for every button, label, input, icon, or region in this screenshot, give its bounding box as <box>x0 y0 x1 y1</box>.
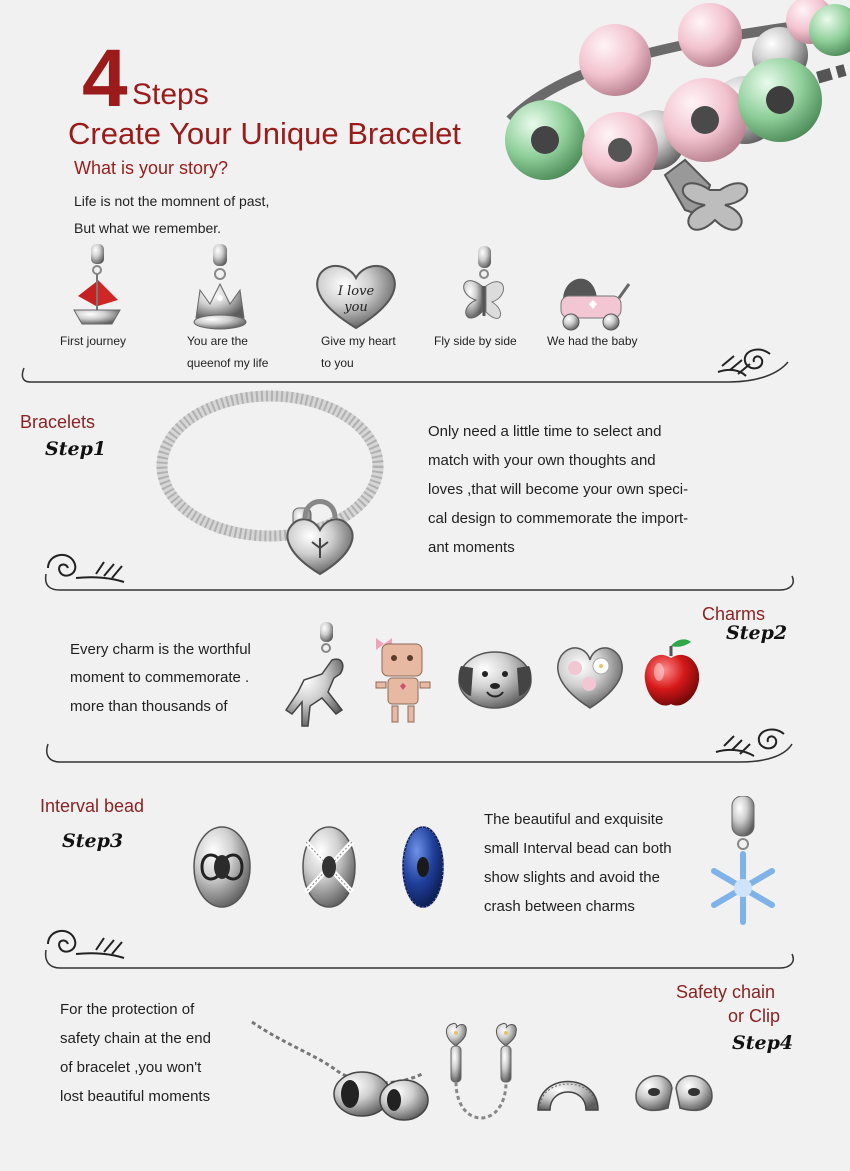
divider-swirl-1 <box>18 340 798 386</box>
divider-swirl-2 <box>40 548 800 596</box>
safety-chain-beads-image <box>244 1014 430 1126</box>
first-journey-charm-image <box>70 244 125 332</box>
step1-label: Step1 <box>45 438 107 460</box>
divider-swirl-4 <box>40 924 800 972</box>
red-apple-charm-image <box>641 636 705 714</box>
baby-label: We had the baby <box>547 334 638 348</box>
queen-label-line1: You are the <box>187 334 248 348</box>
page-title: Create Your Unique Bracelet <box>68 116 461 151</box>
love-heart-engraving-1: I love <box>337 284 375 299</box>
infinity-bead-image <box>190 822 254 912</box>
step3-label: Step3 <box>62 830 124 852</box>
heart-safety-chain-image <box>440 1020 524 1154</box>
step1-text-4: cal design to commemorate the import- <box>428 510 689 527</box>
step2-text-1: Every charm is the worthful <box>70 641 251 658</box>
love-heart-charm-image <box>310 262 402 332</box>
heart-label-line2: to you <box>321 356 354 370</box>
step4-title-line2: or Clip <box>728 1006 781 1026</box>
puppy-charm-image <box>455 648 535 712</box>
hero-bracelet-image <box>490 0 850 245</box>
queen-crown-charm-image <box>190 244 250 332</box>
flower-heart-charm-image <box>553 644 627 710</box>
step1-text-2: match with your own thoughts and <box>428 452 656 469</box>
step3-text-3: show slights and avoid the <box>484 869 660 886</box>
silver-clip-image <box>628 1064 720 1120</box>
step1-text-1: Only need a little time to select and <box>428 423 662 440</box>
horse-charm-image <box>282 622 362 730</box>
step3-text-1: The beautiful and exquisite <box>484 811 664 828</box>
step3-title: Interval bead <box>40 796 145 816</box>
butterfly-charm-image <box>452 246 512 332</box>
blue-pave-bead-image <box>400 822 446 912</box>
step4-text-2: safety chain at the end <box>60 1030 211 1047</box>
queen-label-line2: queenof my life <box>187 356 269 370</box>
robot-girl-charm-image <box>372 634 434 726</box>
step4-text-4: lost beautiful moments <box>60 1088 211 1105</box>
baby-pram-charm-image <box>553 262 635 332</box>
intro-line-1: Life is not the momnent of past, <box>74 193 270 209</box>
step1-text-3: loves ,that will become your own speci- <box>428 481 689 498</box>
step2-text-2: moment to commemorate . <box>70 669 250 686</box>
first-journey-label: First journey <box>60 334 127 348</box>
step4-title-line1: Safety chain <box>676 982 776 1002</box>
step3-text-2: small Interval bead can both <box>484 840 672 857</box>
butterfly-label: Fly side by side <box>434 334 517 348</box>
step1-text-5: ant moments <box>428 539 515 556</box>
step3-text-4: crash between charms <box>484 898 635 915</box>
step1-title: Bracelets <box>20 412 96 432</box>
divider-swirl-3 <box>40 722 800 770</box>
step2-title: Charms <box>702 604 766 624</box>
step2-text-3: more than thousands of <box>70 698 228 715</box>
step4-text-1: For the protection of <box>60 1001 195 1018</box>
love-heart-engraving-2: you <box>344 300 368 315</box>
intro-line-2: But what we remember. <box>74 220 222 236</box>
step4-text-3: of bracelet ,you won't <box>60 1059 202 1076</box>
steps-word: Steps <box>132 78 209 111</box>
crossover-bead-image <box>298 822 360 912</box>
step4-label: Step4 <box>732 1032 794 1054</box>
heart-label-line1: Give my heart <box>321 334 396 348</box>
snowflake-charm-image <box>704 796 784 930</box>
steps-number: 4 <box>82 33 126 124</box>
story-question: What is your story? <box>74 158 229 178</box>
step2-label: Step2 <box>726 622 788 644</box>
pave-clip-image <box>532 1058 604 1120</box>
